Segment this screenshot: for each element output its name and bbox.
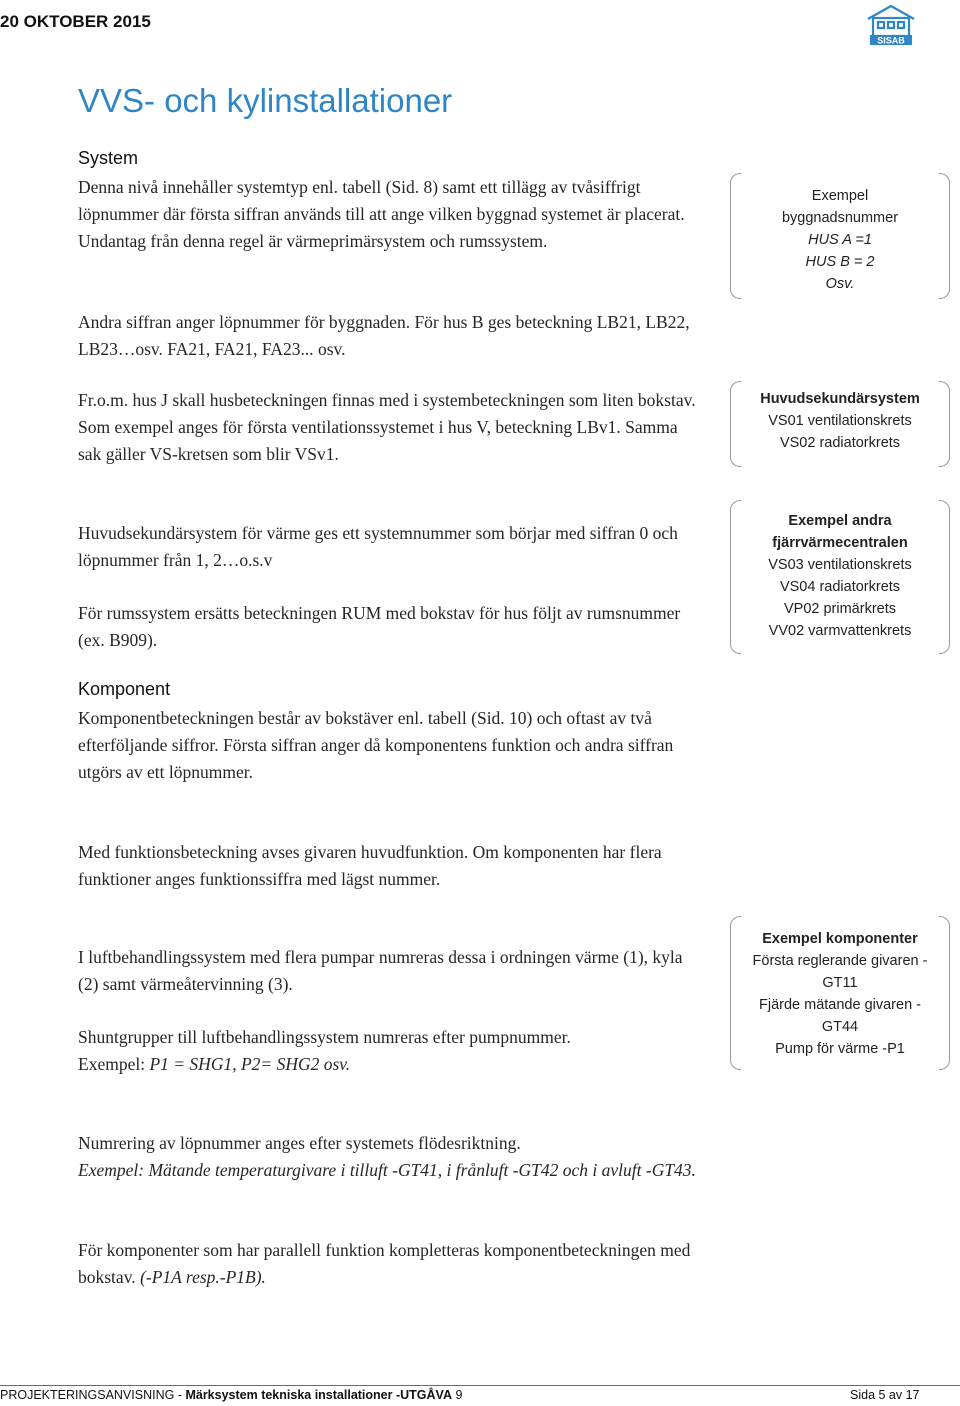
komponent-paragraph-4 xyxy=(78,1024,698,1078)
box1-line: HUS B = 2 xyxy=(805,254,875,270)
shunt-example: P1 = SHG1, P2= SHG2 osv. xyxy=(149,1054,351,1074)
komponent-paragraph-2: Med funktionsbeteckning avses givaren huvudfunktion. Om komponenten har flera funktioner anges funktionssiffra med lägst nummer. xyxy=(78,842,662,889)
box3-heading-2: fjärrvärmecentralen xyxy=(772,535,908,551)
system-paragraph-3: Fr.o.m. hus J skall husbeteckningen finnas med i systembeteckningen som liten bokstav. Som exempel anges för första ventilationssystemet i hus V, beteckning LBv1. Samma sak gäller VS-kretsen som blir VSv1. xyxy=(78,390,696,464)
section-heading-komponent: Komponent xyxy=(78,679,171,699)
box4-line: Första reglerande givaren - xyxy=(752,953,928,969)
komponent-paragraph-6 xyxy=(78,1237,698,1291)
box3-line: VS03 ventilationskrets xyxy=(768,557,912,573)
box4-line: GT11 xyxy=(822,975,858,991)
box4-heading: Exempel komponenter xyxy=(762,931,918,947)
box2-line: VS02 radiatorkrets xyxy=(779,435,901,451)
komponent-paragraph-3: I luftbehandlingssystem med flera pumpar numreras dessa i ordningen värme (1), kyla (2) samt värmeåtervinning (3). xyxy=(78,947,683,994)
footer-doc-title: Märksystem tekniska installationer - xyxy=(185,1388,401,1402)
sisab-logo xyxy=(862,2,920,46)
system-paragraph-4: Huvudsekundärsystem för värme ges ett systemnummer som börjar med siffran 0 och löpnummer från 1, 2…o.s.v xyxy=(78,523,678,570)
example-box-building-number xyxy=(730,173,950,299)
system-paragraph-1: Denna nivå innehåller systemtyp enl. tabell (Sid. 8) samt ett tillägg av tvåsiffrigt löpnummer där första siffran används till att ange vilken byggnad systemet är placerat. Undantag från denna regel är värmeprimärsystem och rumssystem. xyxy=(78,177,685,251)
box1-line: Osv. xyxy=(825,276,855,292)
footer-edition-number: 9 xyxy=(452,1388,463,1402)
box4-line: Pump för värme -P1 xyxy=(775,1041,905,1057)
komponent-paragraph-5 xyxy=(78,1130,698,1184)
flow-text: Numrering av löpnummer anges efter systemets flödesriktning. xyxy=(78,1133,521,1153)
system-paragraph-5: För rumssystem ersätts beteckningen RUM med bokstav för hus följt av rumsnummer (ex. B909). xyxy=(78,603,681,650)
page-number: Sida 5 av 17 xyxy=(850,1388,920,1402)
box3-line: VP02 primärkrets xyxy=(783,601,896,617)
box3-line: VV02 varmvattenkrets xyxy=(768,623,912,639)
example-box-district-heating xyxy=(730,500,950,654)
komponent-paragraph-1: Komponentbeteckningen består av bokstäver enl. tabell (Sid. 10) och oftast av två efterföljande siffror. Första siffran anger då komponentens funktion och andra siffran utgörs av ett löpnummer. xyxy=(78,708,674,782)
box3-line: VS04 radiatorkrets xyxy=(779,579,901,595)
header-date: 20 OKTOBER 2015 xyxy=(0,12,151,31)
example-box-components xyxy=(730,916,950,1070)
flow-example: Exempel: Mätande temperaturgivare i tilluft -GT41, i frånluft -GT42 och i avluft -GT43. xyxy=(78,1160,696,1180)
parallel-example: (-P1A resp.-P1B). xyxy=(140,1267,266,1287)
box1-line: HUS A =1 xyxy=(808,232,872,248)
box4-line: Fjärde mätande givaren - xyxy=(759,997,921,1013)
shunt-example-prefix: Exempel: xyxy=(78,1054,146,1074)
box4-line: GT44 xyxy=(821,1019,859,1035)
box2-line: VS01 ventilationskrets xyxy=(768,413,912,429)
shunt-text: Shuntgrupper till luftbehandlingssystem numreras efter pumpnummer. xyxy=(78,1027,571,1047)
box3-heading-1: Exempel andra xyxy=(788,513,892,529)
box1-heading-1: Exempel xyxy=(811,188,869,204)
box1-heading-2: byggnadsnummer xyxy=(781,210,899,226)
example-box-main-secondary xyxy=(730,381,950,467)
footer-document-info xyxy=(0,1388,462,1402)
footer-prefix: PROJEKTERINGSANVISNING - xyxy=(0,1388,186,1402)
box2-heading: Huvudsekundärsystem xyxy=(760,391,920,407)
section-heading-system: System xyxy=(78,148,139,168)
system-paragraph-2: Andra siffran anger löpnummer för byggnaden. För hus B ges beteckning LB21, LB22, LB23…osv. FA21, FA21, FA23... osv. xyxy=(78,312,690,359)
logo-text: SISAB xyxy=(877,35,905,46)
footer-divider xyxy=(0,1385,960,1386)
parallel-text: För komponenter som har parallell funktion kompletteras komponentbeteckningen med bokstav. xyxy=(78,1240,691,1287)
footer-edition: UTGÅVA xyxy=(400,1388,452,1402)
page-title: VVS- och kylinstallationer xyxy=(78,82,453,119)
